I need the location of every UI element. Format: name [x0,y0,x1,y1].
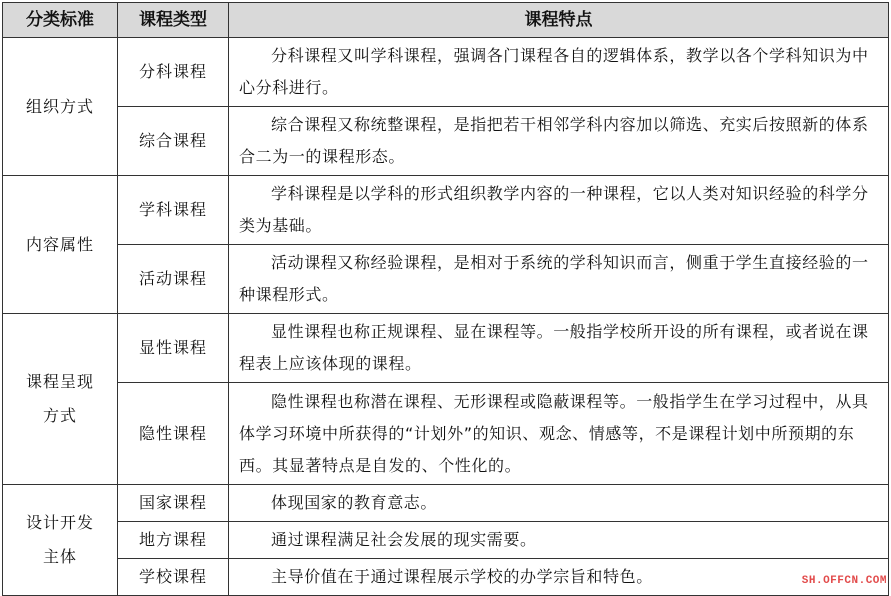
header-course-characteristics: 课程特点 [229,3,889,38]
course-description-cell: 主导价值在于通过课程展示学校的办学宗旨和特色。 [229,559,889,596]
site-watermark: SH.OFFCN.COM [801,575,887,587]
header-course-type: 课程类型 [118,3,229,38]
table-row [3,245,889,314]
header-classification-standard: 分类标准 [3,3,118,38]
table-row [3,176,889,245]
course-classification-table [2,2,889,596]
category-label-line-2: 方式 [42,406,77,425]
course-description-cell: 显性课程也称正规课程、显在课程等。一般指学校所开设的所有课程，或者说在课程表上应该体现的课程。 [229,314,889,383]
text-cursor-mark [888,305,889,327]
category-organization [3,38,118,176]
course-type-cell: 国家课程 [118,485,229,522]
course-description-cell: 隐性课程也称潜在课程、无形课程或隐蔽课程等。一般指学生在学习过程中，从具体学习环境中所获得的“计划外”的知识、观念、情感等，不是课程计划中所预期的东西。其显著特点是自发的、个性化的。 [229,383,889,485]
course-type-cell: 地方课程 [118,522,229,559]
category-label-line-1: 设计开发 [25,513,94,532]
course-type-cell: 学科课程 [118,176,229,245]
table-row [3,559,889,596]
header-row [3,3,889,38]
course-description-cell: 体现国家的教育意志。 [229,485,889,522]
course-type-cell: 综合课程 [118,107,229,176]
category-content-attribute [3,176,118,314]
table-row [3,522,889,559]
course-description-cell: 分科课程又叫学科课程，强调各门课程各自的逻辑体系，教学以各个学科知识为中心分科进行。 [229,38,889,107]
category-design-subject [3,485,118,596]
course-description-cell: 学科课程是以学科的形式组织教学内容的一种课程，它以人类对知识经验的科学分类为基础。 [229,176,889,245]
category-label: 组织方式 [25,96,94,116]
category-label-line-1: 课程呈现 [25,372,94,391]
course-type-cell: 隐性课程 [118,383,229,485]
category-label: 内容属性 [25,234,94,254]
course-description-cell: 通过课程满足社会发展的现实需要。 [229,522,889,559]
course-type-cell: 活动课程 [118,245,229,314]
table-row [3,314,889,383]
table-row [3,383,889,485]
category-presentation [3,314,118,485]
course-type-cell: 学校课程 [118,559,229,596]
course-type-cell: 分科课程 [118,38,229,107]
table-row [3,107,889,176]
table-row [3,485,889,522]
course-description-cell: 活动课程又称经验课程，是相对于系统的学科知识而言，侧重于学生直接经验的一种课程形式。 [229,245,889,314]
course-description-cell: 综合课程又称统整课程，是指把若干相邻学科内容加以筛选、充实后按照新的体系合二为一的课程形态。 [229,107,889,176]
category-label-line-2: 主体 [42,547,77,566]
course-type-cell: 显性课程 [118,314,229,383]
table-row [3,38,889,107]
